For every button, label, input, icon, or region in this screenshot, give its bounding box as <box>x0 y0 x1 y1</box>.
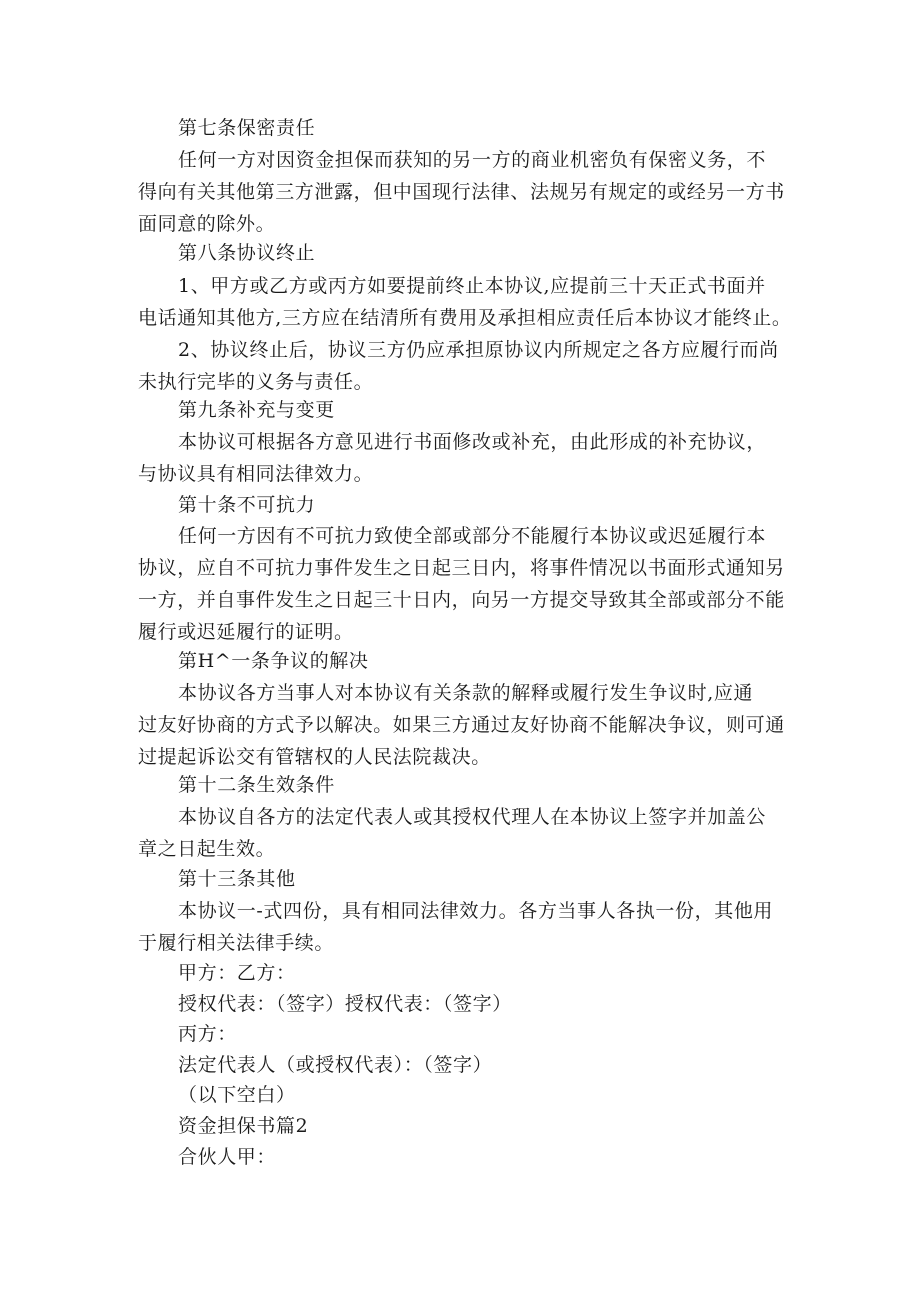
paragraph-line: 过友好协商的方式予以解决。如果三方通过友好协商不能解决争议，则可通 <box>138 714 785 736</box>
party-a-b-line: 甲方：乙方： <box>178 962 296 984</box>
paragraph-line: 任何一方对因资金担保而获知的另一方的商业机密负有保密义务，不 <box>178 149 767 171</box>
partner-a-line: 合伙人甲： <box>178 1146 277 1168</box>
paragraph-line: 与协议具有相同法律效力。 <box>138 463 374 485</box>
paragraph-line: 电话通知其他方,三方应在结清所有费用及承担相应责任后本协议才能终止。 <box>138 307 792 329</box>
heading-article-8: 第八条协议终止 <box>178 242 316 264</box>
paragraph-line: 本协议各方当事人对本协议有关条款的解释或履行发生争议时,应通 <box>178 682 754 704</box>
paragraph-line: 本协议可根据各方意见进行书面修改或补充，由此形成的补充协议， <box>178 431 767 453</box>
legal-rep-line: 法定代表人（或授权代表）：（签字） <box>178 1054 493 1076</box>
heading-article-11: 第H^一条争议的解决 <box>178 650 369 672</box>
paragraph-line: 履行或迟延履行的证明。 <box>138 621 354 643</box>
paragraph-line: 未执行完毕的义务与责任。 <box>138 371 374 393</box>
paragraph-line: 2、协议终止后，协议三方仍应承担原协议内所规定之各方应履行而尚 <box>178 339 779 361</box>
heading-article-13: 第十三条其他 <box>178 868 296 890</box>
signature-line: 授权代表：（签字）授权代表：（签字） <box>178 993 512 1015</box>
paragraph-line: 一方，并自事件发生之日起三十日内，向另一方提交导致其全部或部分不能 <box>138 589 785 611</box>
party-c-line: 丙方： <box>178 1023 237 1045</box>
heading-article-10: 第十条不可抗力 <box>178 494 316 516</box>
heading-article-7: 第七条保密责任 <box>178 117 316 139</box>
paragraph-line: 协议，应自不可抗力事件发生之日起三日内，将事件情况以书面形式通知另 <box>138 557 785 579</box>
heading-article-9: 第九条补充与变更 <box>178 399 335 421</box>
paragraph-line: 本协议一-式四份，具有相同法律效力。各方当事人各执一份，其他用 <box>178 900 774 922</box>
heading-article-12: 第十二条生效条件 <box>178 774 335 796</box>
paragraph-line: 本协议自各方的法定代表人或其授权代理人在本协议上签字并加盖公 <box>178 806 767 828</box>
paragraph-line: 1、甲方或乙方或丙方如要提前终止本协议,应提前三十天正式书面并 <box>178 275 766 297</box>
paragraph-line: 章之日起生效。 <box>138 838 276 860</box>
blank-below-note: （以下空白） <box>178 1084 296 1106</box>
paragraph-line: 面同意的除外。 <box>138 213 276 235</box>
paragraph-line: 过提起诉讼交有管辖权的人民法院裁决。 <box>138 746 491 768</box>
paragraph-line: 得向有关其他第三方泄露，但中国现行法律、法规另有规定的或经另一方书 <box>138 181 785 203</box>
paragraph-line: 任何一方因有不可抗力致使全部或部分不能履行本协议或迟延履行本 <box>178 525 767 547</box>
section-title: 资金担保书篇2 <box>178 1115 309 1137</box>
paragraph-line: 于履行相关法律手续。 <box>138 932 335 954</box>
